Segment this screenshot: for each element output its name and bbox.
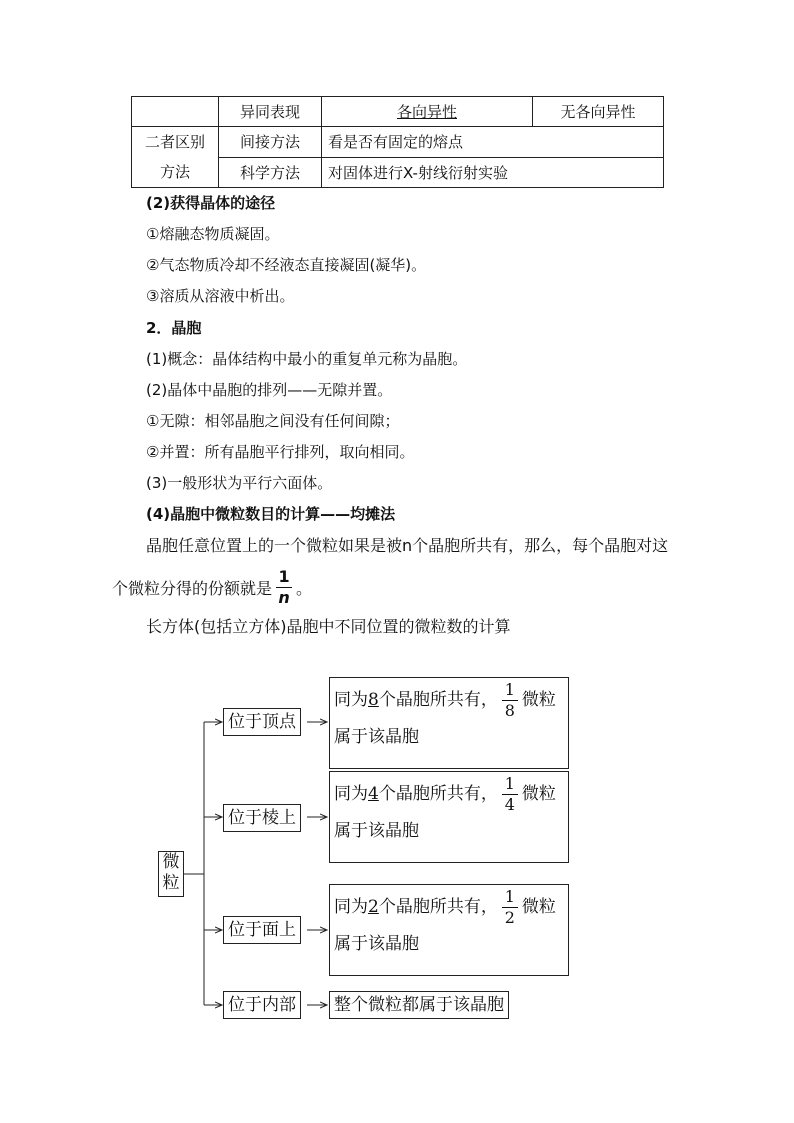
label-box-edge: 位于棱上 <box>223 804 301 832</box>
content-text: 看是否有固定的熔点 <box>328 133 464 152</box>
list-item: ③溶质从溶液中析出。 <box>146 287 295 305</box>
root-char: 微 <box>162 852 180 872</box>
shape-text: (3)一般形状为平行六面体。 <box>146 474 333 492</box>
list-item: ②气态物质冷却不经液态直接凝固(凝华)。 <box>146 256 427 274</box>
desc-pre: 同为 <box>334 897 368 917</box>
header-anisotropy: 各向异性 <box>396 103 457 121</box>
desc-count: 2 <box>368 897 379 917</box>
desc-count: 4 <box>368 784 379 804</box>
method-cell: 科学方法 <box>219 157 322 188</box>
fraction-numerator: 1 <box>504 679 515 699</box>
concept-text: (1)概念：晶体结构中最小的重复单元称为晶胞。 <box>146 350 468 368</box>
desc-box-vertex <box>329 677 569 769</box>
fraction-numerator: 1 <box>504 886 515 906</box>
table-header-cell: 异同表现 <box>219 97 322 127</box>
desc-line1 <box>334 886 564 927</box>
content-text: 对固体进行X-射线衍射实验 <box>328 163 508 182</box>
desc-line2: 属于该晶胞 <box>334 727 419 747</box>
row-label-line1: 二者区别 <box>144 133 205 151</box>
desc-line1 <box>334 679 564 720</box>
label-box-vertex: 位于顶点 <box>223 708 301 736</box>
list-item: ①无隙：相邻晶胞之间没有任何间隙； <box>146 412 400 430</box>
fraction-1-2 <box>502 888 518 927</box>
fraction-denominator: 8 <box>504 700 515 720</box>
desc-box-interior: 整个微粒都属于该晶胞 <box>329 991 509 1019</box>
calc-title: 长方体(包括立方体)晶胞中不同位置的微粒数的计算 <box>146 617 511 636</box>
desc-line2: 属于该晶胞 <box>334 821 419 841</box>
label-box-face: 位于面上 <box>223 916 301 944</box>
fraction-denominator: n <box>278 587 290 607</box>
table-header-cell: 无各向异性 <box>533 97 664 127</box>
fraction-numerator: 1 <box>278 566 290 586</box>
paragraph-line: 晶胞任意位置上的一个微粒如果是被n个晶胞所共有，那么，每个晶胞对这 <box>146 536 669 555</box>
desc-pre: 同为 <box>334 690 368 710</box>
list-item: ②并置：所有晶胞平行排列，取向相同。 <box>146 443 415 461</box>
desc-line1 <box>334 773 564 814</box>
section-heading: (2)获得晶体的途径 <box>146 194 276 212</box>
fraction-denominator: 4 <box>504 794 515 814</box>
fraction-numerator: 1 <box>504 773 515 793</box>
label-box-interior: 位于内部 <box>223 991 301 1019</box>
root-box-particle <box>158 851 184 897</box>
desc-mid: 个晶胞所共有， <box>378 784 498 804</box>
method-cell: 间接方法 <box>219 127 322 158</box>
paragraph-period: 。 <box>296 578 313 598</box>
desc-post: 微粒 <box>521 897 556 917</box>
fraction-1-4 <box>502 775 518 814</box>
arrangement-text: (2)晶体中晶胞的排列——无隙并置。 <box>146 381 393 399</box>
desc-post: 微粒 <box>521 784 556 804</box>
desc-count: 8 <box>368 690 379 710</box>
desc-mid: 个晶胞所共有， <box>378 690 498 710</box>
paragraph-text: 个微粒分得的份额就是 <box>112 578 273 598</box>
section-number: 2．晶胞 <box>146 319 202 337</box>
desc-line2: 属于该晶胞 <box>334 934 419 954</box>
row-label-line2: 方法 <box>159 163 190 181</box>
count-heading: (4)晶胞中微粒数目的计算——均摊法 <box>146 505 396 523</box>
fraction-denominator: 2 <box>504 907 515 927</box>
fraction-1-8 <box>502 681 518 720</box>
desc-box-edge <box>329 771 569 863</box>
desc-post: 微粒 <box>521 690 556 710</box>
desc-box-face <box>329 884 569 976</box>
list-item: ①熔融态物质凝固。 <box>146 225 280 243</box>
desc-pre: 同为 <box>334 784 368 804</box>
root-char: 粒 <box>162 873 180 893</box>
desc-mid: 个晶胞所共有， <box>378 897 498 917</box>
